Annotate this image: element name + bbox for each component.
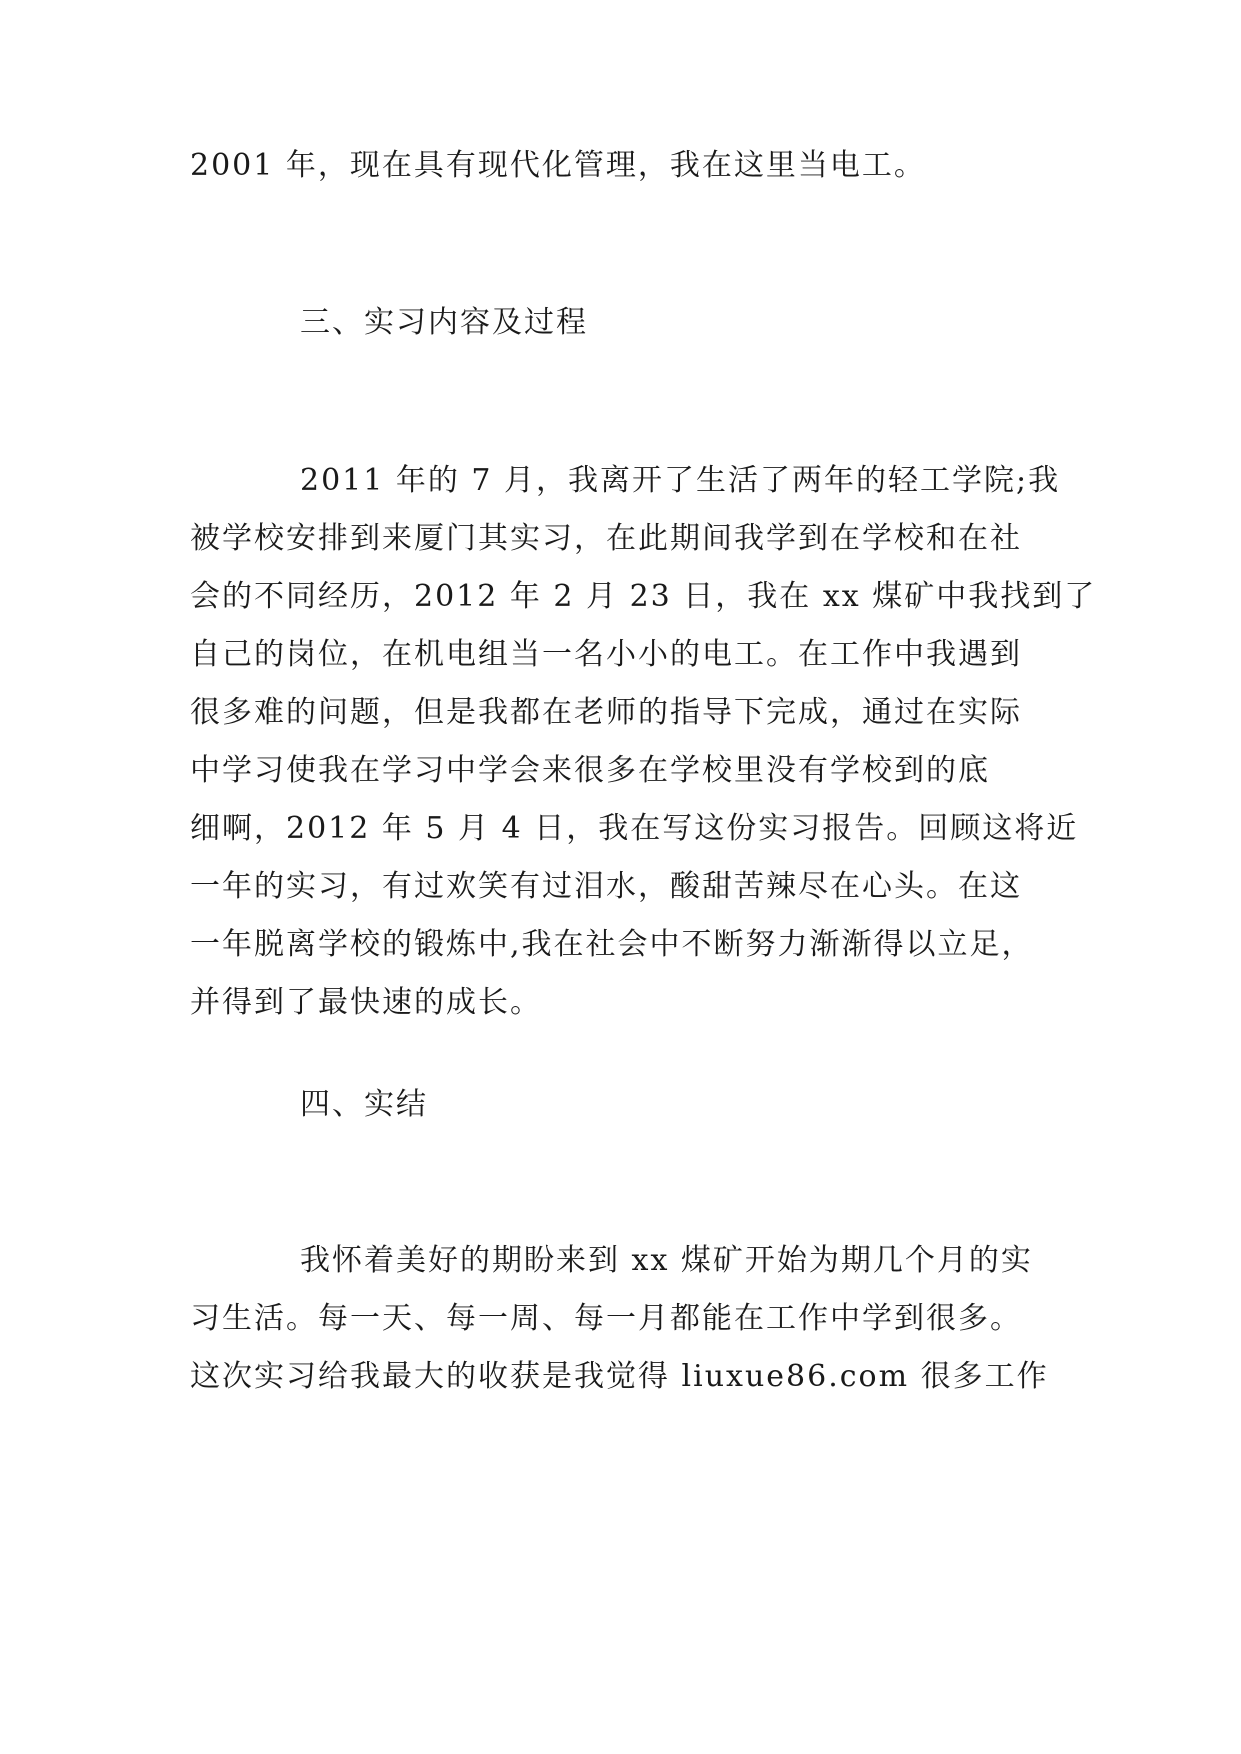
paragraph-line: 这次实习给我最大的收获是我觉得 liuxue86.com 很多工作 <box>190 1359 1049 1394</box>
paragraph-line: 细啊，2012 年 5 月 4 日，我在写这份实习报告。回顾这将近 <box>190 811 1079 846</box>
paragraph-line: 自己的岗位，在机电组当一名小小的电工。在工作中我遇到 <box>190 637 1022 672</box>
intro-paragraph <box>190 137 1070 195</box>
paragraph-line: 并得到了最快速的成长。 <box>190 985 542 1020</box>
paragraph-line: 很多难的问题，但是我都在老师的指导下完成，通过在实际 <box>190 695 1022 730</box>
paragraph-line: 被学校安排到来厦门其实习，在此期间我学到在学校和在社 <box>190 521 1022 556</box>
section-3-paragraph <box>190 452 1097 1032</box>
paragraph-line: 2011 年的 7 月，我离开了生活了两年的轻工学院;我 <box>300 463 1061 498</box>
paragraph-line: 一年脱离学校的锻炼中,我在社会中不断努力渐渐得以立足， <box>190 927 1034 962</box>
paragraph-line: 我怀着美好的期盼来到 xx 煤矿开始为期几个月的实 <box>300 1243 1033 1278</box>
section-4-paragraph <box>190 1232 1070 1406</box>
paragraph-line: 会的不同经历，2012 年 2 月 23 日，我在 xx 煤矿中我找到了 <box>190 579 1097 614</box>
section-3-heading: 三、实习内容及过程 <box>300 305 588 340</box>
paragraph-line: 中学习使我在学习中学会来很多在学校里没有学校到的底 <box>190 753 990 788</box>
paragraph-line: 习生活。每一天、每一周、每一月都能在工作中学到很多。 <box>190 1301 1022 1336</box>
paragraph-line: 2001 年，现在具有现代化管理，我在这里当电工。 <box>190 148 926 183</box>
section-4-heading: 四、实结 <box>300 1087 428 1122</box>
paragraph-line: 一年的实习，有过欢笑有过泪水，酸甜苦辣尽在心头。在这 <box>190 869 1022 904</box>
